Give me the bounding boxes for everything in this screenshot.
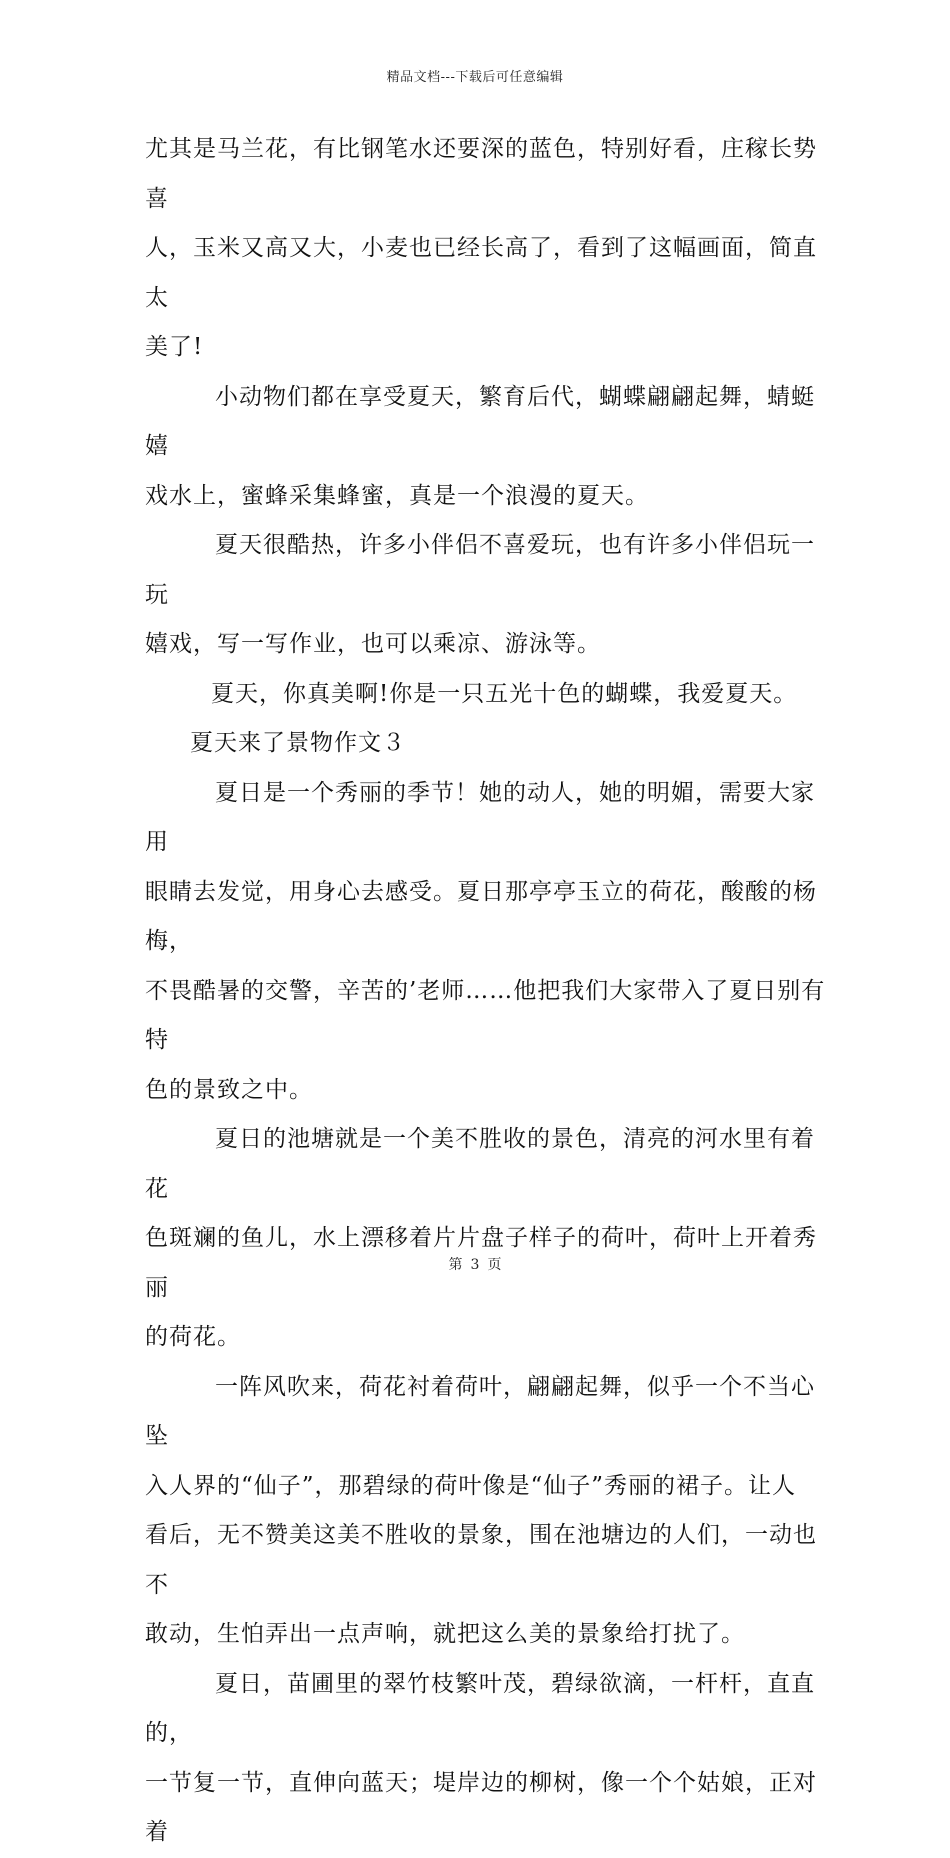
text-line: 看后，无不赞美这美不胜收的景象，围在池塘边的人们，一动也不 — [145, 1522, 817, 1598]
paragraph — [145, 1363, 835, 1660]
text-line: 夏天来了景物作文３ — [190, 730, 406, 756]
text-line: 尤其是马兰花，有比钢笔水还要深的蓝色，特别好看，庄稼长势喜 — [145, 136, 817, 212]
paragraph — [145, 1660, 835, 1858]
text-line: 美了! — [145, 334, 204, 360]
text-line: 不畏酷暑的交警，辛苦的’老师……他把我们大家带入了夏日别有特 — [145, 977, 826, 1053]
text-line: 入人界的“仙子”，那碧绿的荷叶像是“仙子”秀丽的裙子。让人 — [145, 1472, 797, 1499]
page-number-suffix: 页 — [487, 1257, 502, 1273]
text-line: 戏水上，蜜蜂采集蜂蜜，真是一个浪漫的夏天。 — [145, 482, 649, 509]
text-line: 夏日的池塘就是一个美不胜收的景色，清亮的河水里有着花 — [145, 1126, 815, 1202]
paragraph — [145, 769, 835, 1116]
page-header: 精品文档---下载后可任意编辑 — [386, 70, 564, 85]
text-line: 眼睛去发觉，用身心去感受。夏日那亭亭玉立的荷花，酸酸的杨梅， — [145, 878, 817, 954]
page-footer — [0, 1254, 950, 1274]
document-body — [145, 125, 835, 1858]
page-number: 3 — [470, 1257, 480, 1273]
section-title — [145, 719, 835, 769]
text-line: 一节复一节，直伸向蓝天；堤岸边的柳树，像一个个姑娘，正对着 — [145, 1769, 817, 1845]
text-line: 敢动，生怕弄出一点声响，就把这么美的景象给打扰了。 — [145, 1621, 745, 1647]
text-line: 嬉戏，写一写作业，也可以乘凉、游泳等。 — [145, 631, 601, 657]
text-line: 色斑斓的鱼儿，水上漂移着片片盘子样子的荷叶，荷叶上开着秀丽 — [145, 1225, 817, 1301]
text-line: 一阵风吹来，荷花衬着荷叶，翩翩起舞，似乎一个不当心坠 — [145, 1373, 815, 1449]
page-number-prefix: 第 — [448, 1257, 463, 1273]
text-line: 色的景致之中。 — [145, 1076, 313, 1103]
text-line: 的荷花。 — [145, 1324, 241, 1350]
paragraph — [145, 670, 835, 720]
text-line: 小动物们都在享受夏天，繁育后代，蝴蝶翩翩起舞，蜻蜓嬉 — [145, 383, 815, 459]
text-line: 夏日是一个秀丽的季节！她的动人，她的明媚，需要大家用 — [145, 779, 815, 855]
text-line: 夏天很酷热，许多小伴侣不喜爱玩，也有许多小伴侣玩一玩 — [145, 532, 815, 608]
text-line: 夏日，苗圃里的翠竹枝繁叶茂，碧绿欲滴，一杆杆，直直的， — [145, 1670, 815, 1746]
paragraph — [145, 1115, 835, 1363]
paragraph — [145, 521, 835, 670]
text-line: 人，玉米又高又大，小麦也已经长高了，看到了这幅画面，简直太 — [145, 235, 817, 311]
text-line: 夏天，你真美啊!你是一只五光十色的蝴蝶，我爱夏天。 — [211, 680, 798, 707]
paragraph — [145, 125, 835, 373]
paragraph — [145, 373, 835, 522]
